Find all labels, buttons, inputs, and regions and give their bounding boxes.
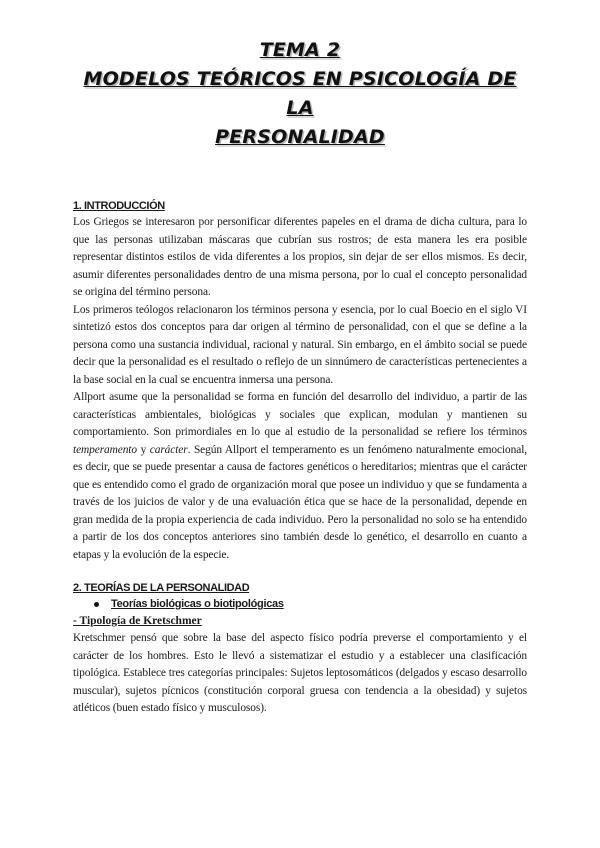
intro-paragraph-3-part-1: Allport asume que la personalidad se forma en función del desarrollo del individuo, a partir de las características ambientales, biológicas y sociales que explican, modulan y mantienen su comportamiento. Son primordiales en lo que al estudio de la personalidad se refiere los términos: [73, 391, 527, 438]
kretschmer-paragraph: Kretschmer pensó que sobre la base del aspecto físico podría preverse el comportamiento y el carácter de los hombres. Esto le llevó a sistematizar el estudio y a establecer una clasificación tipológica. Establece tres categorías principales: Sujetos leptosomáticos (delgados y escaso desarrollo muscular), sujetos pícnicos (constitución corporal gruesa con tendencia a la obesidad) y sujetos atléticos (buen estado físico y musculosos).: [73, 632, 527, 714]
bullet-item-teorias-biologicas: [94, 596, 527, 613]
conjunction-y: y: [140, 443, 147, 456]
intro-paragraph-1: Los Griegos se interesaron por personificar diferentes papeles en el drama de dicha cultura, para lo que las personas utilizaban máscaras que cubrían sus rostros; de esta manera les era posible representar distintos estilos de vida diferentes a los propios, sin dejar de ser ellos mismos. Es decir, asumir diferentes personalidades dentro de una misma persona, por lo cual el concepto personalidad se origina del término persona.: [73, 216, 527, 298]
term-temperamento: temperamento: [73, 443, 137, 456]
intro-paragraph-3-part-2: . Según Allport el temperamento es un fenómeno naturalmente emocional, es decir, que se puede presentar a causa de factores genéticos o hereditarios; mientras que el carácter que es entendido como el grado de organización moral que posee un individuo y que se fundamenta a través de los juicios de valor y de una evaluación ética que se hace de la personalidad, depende en gran medida de la propia experiencia de cada individuo. Pero la personalidad no solo se ha entendido a partir de los dos conceptos anteriores sino también desde lo genético, el desarrollo en cuanto a etapas y la evolución de la especie.: [73, 443, 528, 561]
title-line-1: TEMA 2: [259, 39, 341, 61]
section-heading-introduccion: 1. INTRODUCCIÓN: [73, 200, 165, 212]
intro-paragraph-2: Los primeros teólogos relacionaron los términos persona y esencia, por lo cual Boecio en el siglo VI sintetizó estos dos conceptos para dar origen al término de personalidad, con el que se define a la persona como una sustancia individual, racional y natural. Sin embargo, en el ámbito social se puede decir que la personalidad es el resultado o reflejo de un sinnúmero de características pertenecientes a la base social en la cual se encuentra inmersa una persona.: [73, 303, 527, 386]
document-title: [73, 36, 527, 152]
section-gap: [73, 564, 527, 580]
section-heading-teorias: 2. TEORÍAS DE LA PERSONALIDAD: [73, 582, 250, 594]
intro-paragraph-3: [73, 389, 527, 564]
bullet-label: Teorías biológicas o biotipológicas: [111, 598, 284, 610]
subheading-kretschmer: - Tipología de Kretschmer: [73, 615, 202, 627]
bullet-icon: [94, 602, 99, 607]
title-line-3: PERSONALIDAD: [215, 126, 385, 148]
term-caracter: carácter: [149, 443, 188, 456]
title-line-2: MODELOS TEÓRICOS EN PSICOLOGÍA DE LA: [83, 68, 517, 119]
